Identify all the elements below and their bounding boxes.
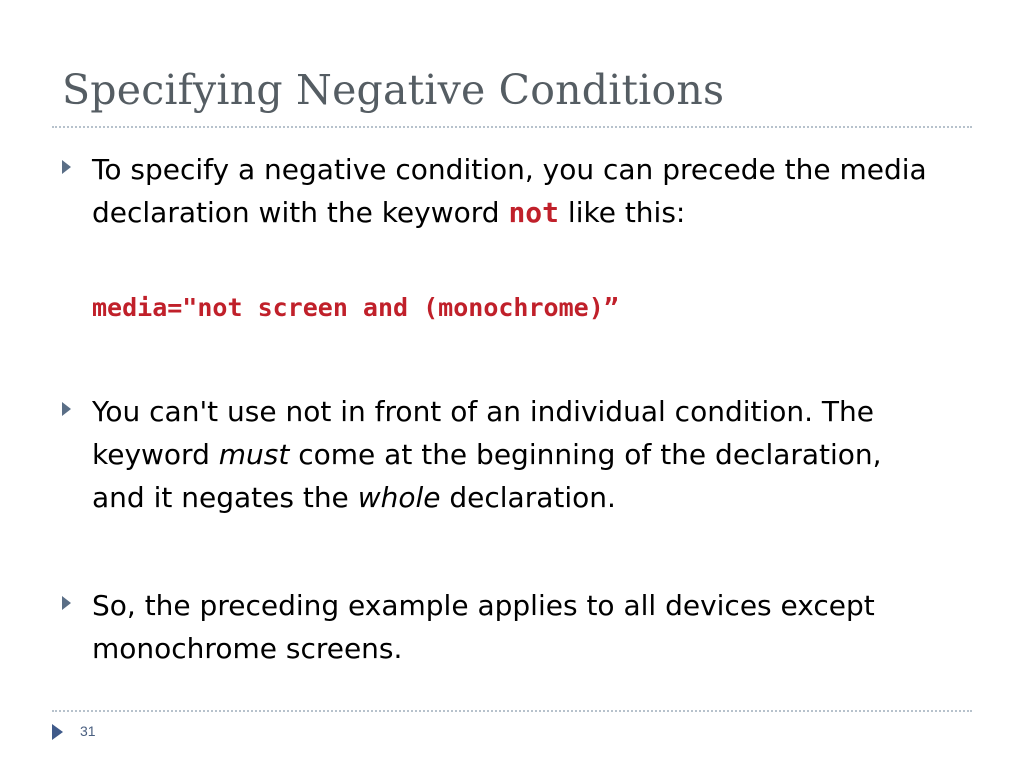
- bullet-1-text-after: like this:: [559, 196, 686, 229]
- bullet-2-text-2: come at the beginning of the declaration, and it negates the: [92, 438, 882, 514]
- title-divider: [52, 126, 972, 128]
- bullet-arrow-icon: [62, 402, 71, 416]
- bullet-item-2: [62, 390, 932, 519]
- bullet-text-2: [92, 390, 932, 519]
- slide-title: Specifying Negative Conditions: [62, 66, 725, 114]
- emphasis-must: must: [218, 438, 290, 471]
- bullet-2-text-1: You can't use not in front of an individual condition. The keyword: [92, 395, 875, 471]
- footer-arrow-icon: [52, 724, 63, 740]
- bullet-item-1: [62, 148, 932, 234]
- footer-divider: [52, 710, 972, 712]
- keyword-not: not: [508, 196, 560, 229]
- bullet-arrow-icon: [62, 596, 71, 610]
- bullet-1-text-before: To specify a negative condition, you can precede the media declaration with the keyword: [92, 153, 927, 229]
- emphasis-whole: whole: [357, 481, 441, 514]
- bullet-2-text-3: declaration.: [440, 481, 616, 514]
- bullet-item-3: [62, 584, 932, 670]
- bullet-text-3: So, the preceding example applies to all devices except monochrome screens.: [92, 589, 875, 665]
- bullet-text-1: [92, 148, 932, 234]
- bullet-arrow-icon: [62, 160, 71, 174]
- code-example: media="not screen and (monochrome)”: [92, 293, 619, 322]
- page-number: 31: [80, 723, 96, 739]
